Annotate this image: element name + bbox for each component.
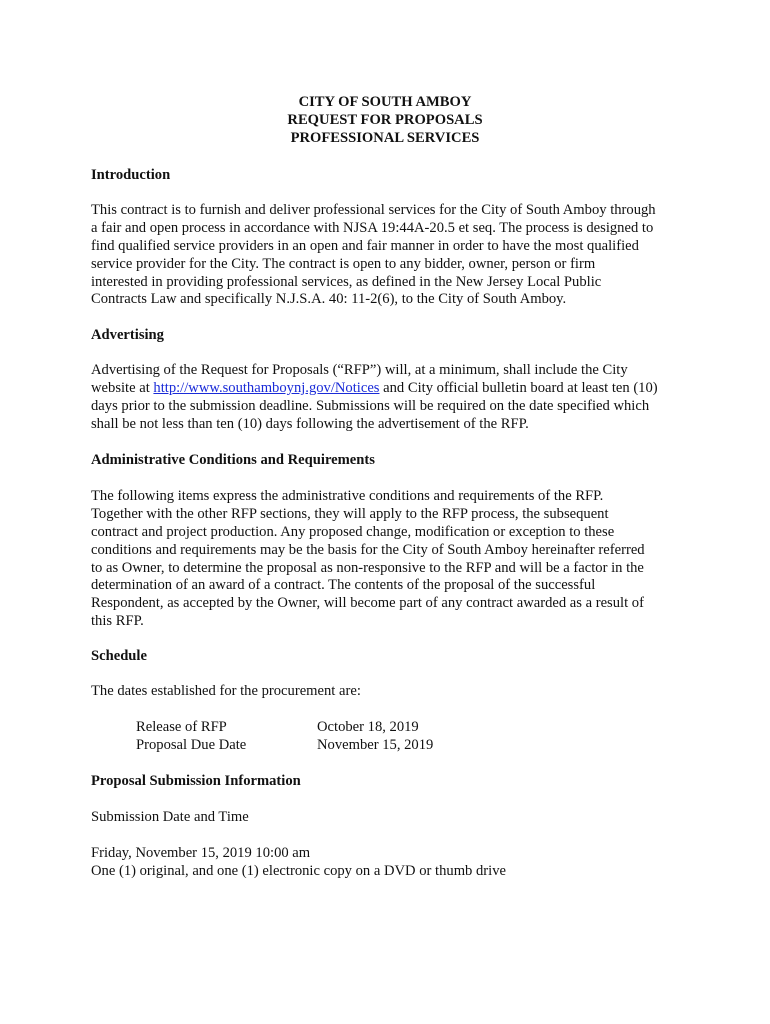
paragraph-line: this RFP.: [91, 613, 144, 630]
document-title: [0, 94, 770, 148]
link-prefix-text: website at: [91, 379, 154, 396]
submission-heading: Proposal Submission Information: [91, 773, 301, 789]
paragraph-line: This contract is to furnish and deliver professional services for the City of South Amboy through: [91, 202, 656, 218]
title-line-services: PROFESSIONAL SERVICES: [290, 130, 480, 146]
admin-conditions-heading: Administrative Conditions and Requirements: [91, 452, 375, 468]
schedule-intro: [91, 683, 691, 701]
paragraph-line: days prior to the submission deadline. Submissions will be required on the date specified which: [91, 397, 650, 414]
advertising-heading: Advertising: [91, 327, 164, 343]
paragraph-line: Respondent, as accepted by the Owner, will become part of any contract awarded as a result of: [91, 595, 644, 612]
schedule-label: Proposal Due Date: [136, 737, 247, 753]
paragraph-line: service provider for the City. The contract is open to any bidder, owner, person or firm: [91, 255, 596, 272]
paragraph-line: Together with the other RFP sections, they will apply to the RFP process, the subsequent: [91, 505, 609, 522]
introduction-heading: Introduction: [91, 167, 171, 183]
introduction-paragraph: [91, 202, 691, 309]
submission-details: [91, 845, 691, 881]
paragraph-line: Advertising of the Request for Proposals (“RFP”) will, at a minimum, shall include the City: [91, 362, 628, 378]
paragraph-line: Contracts Law and specifically N.J.S.A. 40: 11-2(6), to the City of South Amboy.: [91, 291, 567, 308]
paragraph-line-with-link: [91, 380, 691, 398]
schedule-date: October 18, 2019: [317, 719, 419, 735]
paragraph-line: conditions and requirements may be the basis for the City of South Amboy hereinafter referred: [91, 541, 645, 558]
schedule-row-due: [136, 737, 433, 755]
paragraph-line: contract and project production. Any proposed change, modification or exception to these: [91, 523, 615, 540]
title-line-city: CITY OF SOUTH AMBOY: [298, 94, 472, 110]
paragraph-line: shall be not less than ten (10) days following the advertisement of the RFP.: [91, 415, 529, 432]
title-line-rfp: REQUEST FOR PROPOSALS: [287, 112, 483, 128]
schedule-heading: Schedule: [91, 648, 147, 664]
admin-conditions-paragraph: [91, 488, 691, 631]
submission-copies-line: One (1) original, and one (1) electronic copy on a DVD or thumb drive: [91, 862, 506, 879]
paragraph-line: find qualified service providers in an open and fair manner in order to have the most qualified: [91, 237, 639, 254]
paragraph-line: to as Owner, to determine the proposal as non-responsive to the RFP and will be a factor in the: [91, 559, 644, 576]
link-suffix-text: and City official bulletin board at least ten (10): [379, 379, 658, 396]
schedule-row-release: [136, 719, 419, 737]
paragraph-line: The dates established for the procurement are:: [91, 683, 361, 699]
schedule-date: November 15, 2019: [317, 737, 434, 753]
paragraph-line: a fair and open process in accordance with NJSA 19:44A-20.5 et seq. The process is designed to: [91, 219, 654, 236]
paragraph-line: determination of an award of a contract. The contents of the proposal of the successful: [91, 577, 596, 594]
paragraph-line: Submission Date and Time: [91, 809, 249, 825]
submission-date-line: Friday, November 15, 2019 10:00 am: [91, 845, 311, 861]
notices-link[interactable]: http://www.southamboynj.gov/Notices: [153, 379, 380, 396]
schedule-label: Release of RFP: [136, 719, 227, 735]
submission-subheading: [91, 809, 691, 827]
advertising-paragraph: [91, 362, 691, 434]
paragraph-line: interested in providing professional services, as defined in the New Jersey Local Public: [91, 273, 602, 290]
paragraph-line: The following items express the administrative conditions and requirements of the RFP.: [91, 488, 604, 504]
